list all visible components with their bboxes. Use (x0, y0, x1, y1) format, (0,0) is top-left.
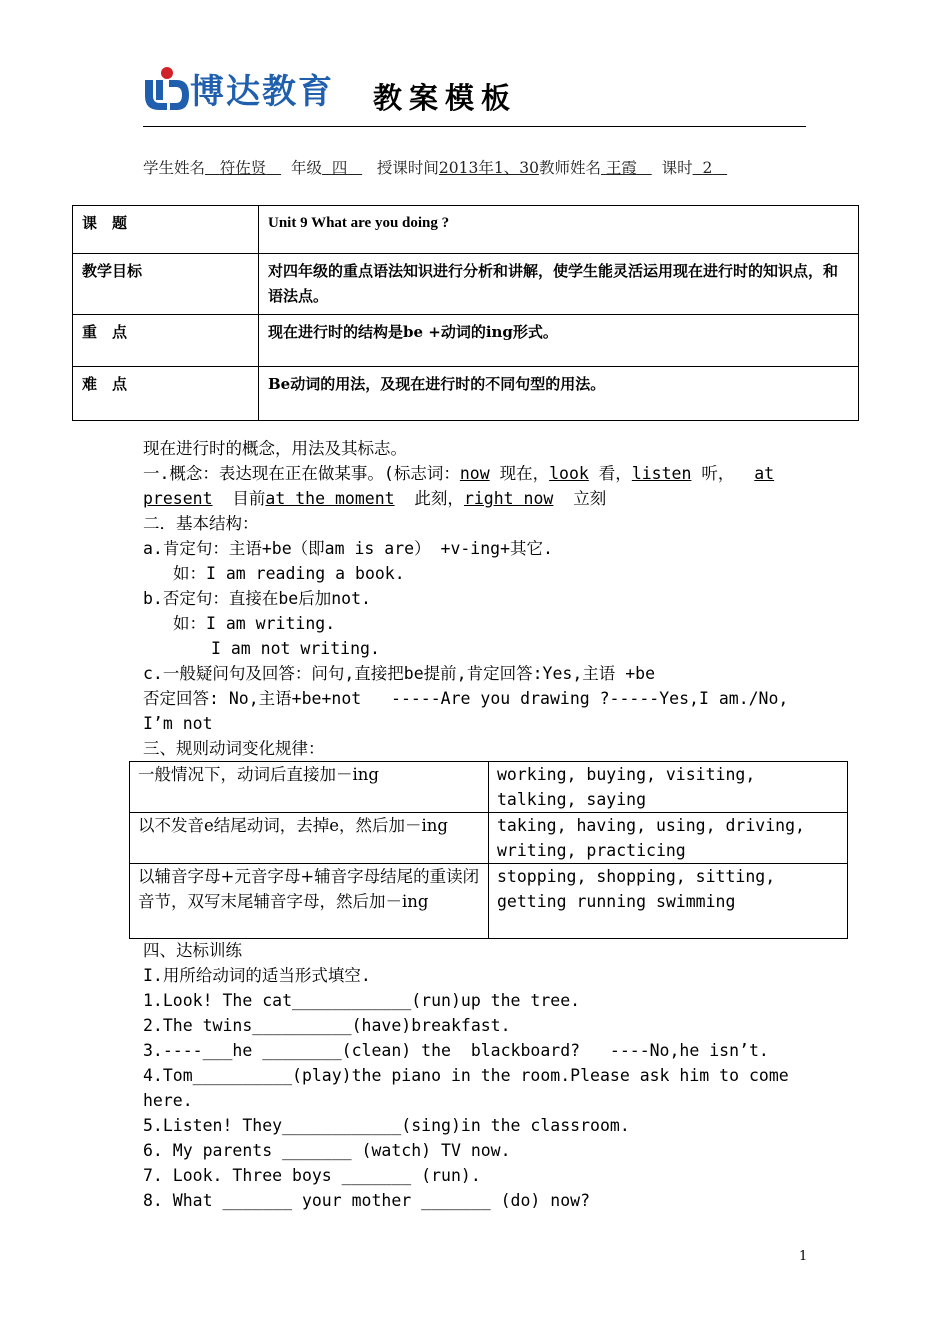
time-label: 授课时间 (376, 159, 439, 177)
keyword-right-now: right now (463, 489, 554, 508)
student-label: 学生姓名 (143, 159, 206, 177)
rules-title: 三、规则动词变化规律： (143, 739, 325, 758)
keyword-look: look (549, 464, 589, 483)
rule-text: 一般情况下，动词后直接加－ing (130, 762, 489, 813)
grade-value: 四 (331, 159, 348, 177)
key-point-value: 现在进行时的结构是be +动词的ing形式。 (259, 315, 859, 367)
keyword-at-the-moment: at the moment (265, 489, 395, 508)
grade-label: 年级 (290, 159, 322, 177)
keyword-present: present (143, 489, 213, 508)
affirmative-example: 如：I am reading a book. (173, 564, 405, 583)
student-name: 符佐贤 (219, 159, 267, 177)
rule-row (130, 864, 848, 939)
period-label: 课时 (661, 159, 693, 177)
difficulty-value: Be动词的用法，及现在进行时的不同句型的用法。 (259, 367, 859, 421)
logo-text: 博达教育 (190, 72, 334, 112)
question-8: 8. What _______ your mother _______ (do) now? (143, 1191, 591, 1210)
rule-examples: taking, having, using, driving, writing, practicing (489, 813, 848, 864)
question-answer-rule-cont: I’m not (143, 714, 213, 733)
concept-line-2: present 目前at the moment 此刻，right now 立刻 (143, 489, 607, 508)
period-value: 2 (702, 159, 713, 177)
verb-rules-table (129, 761, 848, 939)
time-value: 2013年1、30 (438, 159, 539, 177)
topic-value: Unit 9 What are you doing ? (259, 206, 859, 254)
lesson-row-topic (73, 206, 859, 254)
teacher-name: 王霞 (605, 159, 637, 177)
rule-row (130, 762, 848, 813)
practice-title: 四、达标训练 (143, 941, 242, 960)
template-title: 教案模板 (373, 81, 518, 115)
rule-examples: working, buying, visiting, talking, saying (489, 762, 848, 813)
page-number: 1 (799, 1249, 808, 1264)
teacher-label: 教师姓名 (538, 159, 601, 177)
rule-text: 以辅音字母+元音字母+辅音字母结尾的重读闭音节，双写末尾辅音字母，然后加－ing (130, 864, 489, 939)
question-2: 2.The twins__________(have)breakfast. (143, 1016, 511, 1035)
question-rule: c.一般疑问句及回答：问句,直接把be提前,肯定回答:Yes,主语 +be (143, 664, 656, 683)
question-7: 7. Look. Three boys _______ (run). (143, 1166, 481, 1185)
logo-mark-icon (143, 66, 191, 112)
rule-row (130, 813, 848, 864)
concept-line: 一.概念：表达现在正在做某事。(标志词：now 现在，look 看，listen 听， at (143, 464, 775, 483)
lesson-table (72, 205, 859, 421)
question-6: 6. My parents _______ (watch) TV now. (143, 1141, 511, 1160)
negative-example-1: 如：I am writing. (173, 614, 336, 633)
key-point-label: 重 点 (73, 315, 259, 367)
goal-value: 对四年级的重点语法知识进行分析和讲解，使学生能灵活运用现在进行时的知识点，和语法点。 (259, 254, 859, 315)
affirmative-rule: a.肯定句：主语+be（即am is are） +v-ing+其它. (143, 539, 553, 558)
question-4: 4.Tom__________(play)the piano in the room.Please ask him to come (143, 1066, 789, 1085)
practice-instructions: I.用所给动词的适当形式填空. (143, 966, 371, 985)
rule-examples: stopping, shopping, sitting, getting running swimming (489, 864, 848, 939)
practice-section (143, 938, 843, 1213)
question-4-cont: here. (143, 1091, 193, 1110)
lesson-row-goal (73, 254, 859, 315)
rule-text: 以不发音e结尾动词，去掉e，然后加－ing (130, 813, 489, 864)
negative-example-2: I am not writing. (211, 639, 380, 658)
topic-label: 课 题 (73, 206, 259, 254)
intro-line: 现在进行时的概念，用法及其标志。 (143, 439, 407, 458)
question-3: 3.----___he ________(clean) the blackboard? ----No,he isn’t. (143, 1041, 769, 1060)
lesson-info-line (143, 156, 727, 178)
goal-label: 教学目标 (73, 254, 259, 315)
question-5: 5.Listen! They____________(sing)in the classroom. (143, 1116, 630, 1135)
header-divider (143, 126, 806, 127)
keyword-at: at (754, 464, 775, 483)
difficulty-label: 难 点 (73, 367, 259, 421)
question-1: 1.Look! The cat____________(run)up the tree. (143, 991, 581, 1010)
question-answer-rule: 否定回答: No,主语+be+not -----Are you drawing ?-----Yes,I am./No, (143, 689, 789, 708)
lesson-row-key (73, 315, 859, 367)
keyword-now: now (459, 464, 490, 483)
lesson-row-difficulty (73, 367, 859, 421)
negative-rule: b.否定句：直接在be后加not. (143, 589, 371, 608)
structure-title: 二．基本结构： (143, 514, 259, 533)
keyword-listen: listen (631, 464, 692, 483)
lesson-body (143, 436, 843, 761)
